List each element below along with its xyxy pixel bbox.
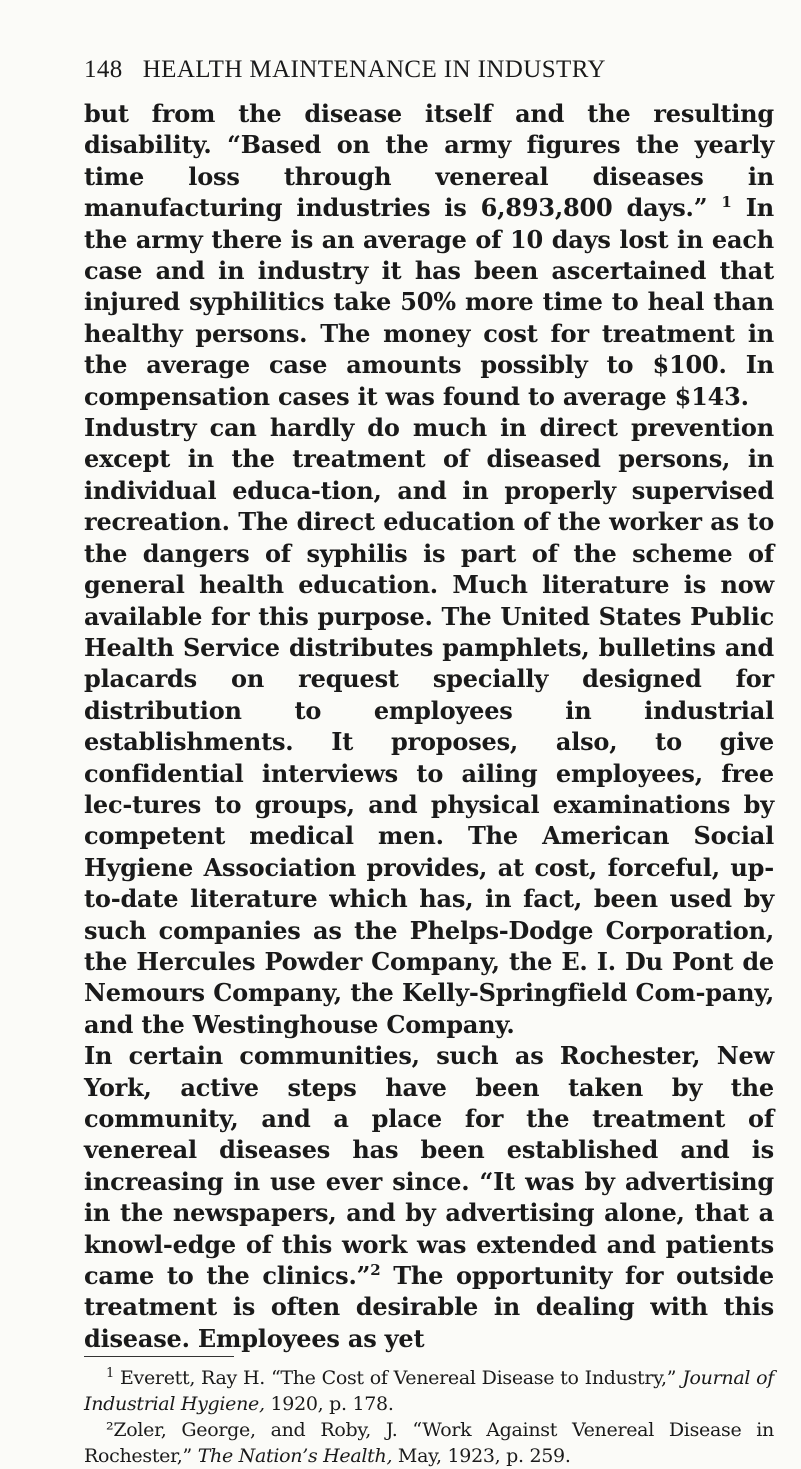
text-run: In certain communities, such as Rochester, New York, active steps have been taken by the community, and a place for the treatment of venereal diseases has been established and is increasing in use ever since. “It was by advertising in the newspapers, and by advertising alone, that a knowl-edge of this work was extended and patients came to the clinics.” [84, 1041, 774, 1291]
running-title: HEALTH MAINTENANCE IN INDUSTRY [142, 56, 606, 83]
text-run: Zoler, George, and Roby, J. “Work Against Venereal Disease in Rochester,” [84, 1419, 774, 1468]
footnote [84, 1417, 774, 1469]
citation-title: The Nation’s Health, [197, 1445, 393, 1468]
body-text [84, 98, 774, 1354]
paragraph [84, 98, 774, 412]
text-run: 1920, p. 178. [264, 1393, 394, 1416]
footnote [84, 1365, 774, 1417]
footnote-marker: 1 [106, 1366, 114, 1382]
text-run: Industry can hardly do much in direct prevention except in the treatment of diseased persons, in individual educa-tion, and in properly supervised recreation. The direct education of the worker as to the dangers of syphilis is part of the scheme of general health education. Much literature is now available for this purpose. The United States Public Health Service distributes pamphlets, bulletins and placards on request specially designed for distribution to employees in industrial establishments. It proposes, also, to give confidential interviews to ailing employees, free lec-tures to groups, and physical examinations by competent medical men. The American Social Hygiene Association provides, at cost, forceful, up-to-date literature which has, in fact, been used by such companies as the Phelps-Dodge Corporation, the Hercules Powder Company, the E. I. Du Pont de Nemours Company, the Kelly-Springfield Com-pany, and the Westinghouse Company. [84, 413, 774, 1039]
text-run: but from the disease itself and the resulting disability. “Based on the army figures the yearly time loss through venereal diseases in manufacturing industries is 6,893,800 days.” [84, 99, 774, 223]
text-run: The opportunity for outside treatment is often desirable in dealing with this disease. Employees as yet [84, 1261, 774, 1353]
footnote-reference: 1 [721, 193, 732, 212]
footnote-marker: ² [106, 1419, 114, 1442]
paragraph [84, 1040, 774, 1354]
footnotes [84, 1365, 774, 1469]
paragraph [84, 412, 774, 1040]
text-run: May, 1923, p. 259. [392, 1445, 571, 1468]
citation-title: Journal of Industrial Hygiene, [84, 1367, 774, 1416]
page-number: 148 [84, 56, 123, 83]
page-header [84, 56, 774, 84]
footnote-reference: 2 [370, 1261, 381, 1280]
text-run: In the army there is an average of 10 days lost in each case and in industry it has been ascertained that injured syphilitics take 50% more time to heal than healthy persons. The money cost for treatment in the average case amounts possibly to $100. In compensation cases it was found to average $143. [84, 193, 774, 411]
book-page [84, 56, 774, 1469]
footnote-rule [84, 1356, 234, 1357]
text-run: Everett, Ray H. “The Cost of Venereal Disease to Industry,” [113, 1367, 683, 1390]
